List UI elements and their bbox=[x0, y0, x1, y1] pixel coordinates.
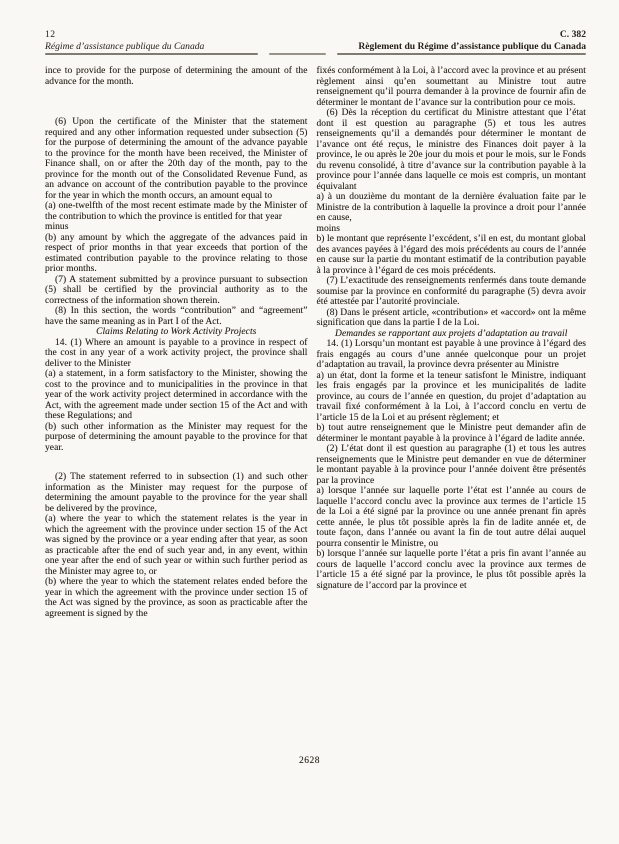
clause-fr-14-2b: b) lorsque l’année sur laquelle porte l’état a pris fin avant l’année au cours de laquelle l’accord conclu avec la province aux termes de l’article 15 a été signé par la province, le plus tôt possible après la signature de l’accord par la province et bbox=[316, 549, 586, 591]
document-page bbox=[0, 29, 619, 844]
header-rule-left bbox=[45, 53, 258, 55]
paragraph-fr-7: (7) L’exactitude des renseignements renfermés dans toute demande soumise par la province en conformité du paragraphe (5) devra avoir été attestée par l’autorité provinciale. bbox=[316, 276, 586, 307]
statute-title-regulation: Règlement du Régime d’assistance publique du Canada bbox=[358, 40, 586, 52]
clause-en-6a: (a) one-twelfth of the most recent estimate made by the Minister of the contribution to which the province is entitled for that year bbox=[45, 201, 308, 222]
clause-fr-6a: a) à un douzième du montant de la dernière évaluation faite par le Ministre de la contribution à laquelle la province a droit pour l’année en cause, bbox=[316, 192, 586, 223]
section-heading-en: Claims Relating to Work Activity Projects bbox=[96, 327, 257, 337]
clause-fr-6b: b) le montant que représente l’excédent, s’il en est, du montant global des avances payées à l’égard des mois précédents au cours de l’année en cause sur la partie du montant estimatif de la contribution payable à la province à l’égard de ces mois précédents. bbox=[316, 234, 586, 276]
chapter-number: C. 382 bbox=[559, 29, 586, 40]
spacer bbox=[45, 453, 308, 472]
paragraph-en-14-1: 14. (1) Where an amount is payable to a province in respect of the cost in any year of a work activity project, the province shall deliver to the Minister bbox=[45, 337, 308, 369]
column-english bbox=[45, 66, 308, 619]
section-heading-fr: Demandes se rapportant aux projets d’adaptation au travail bbox=[335, 328, 568, 339]
clause-en-6b: (b) any amount by which the aggregate of the advances paid in respect of prior months in that year exceeds that portion of the estimated contribution payable to the province relating to those prior months. bbox=[45, 232, 308, 274]
paragraph-fr-8: (8) Dans le présent article, «contribution» et «accord» ont la même signification que dans la partie I de la Loi. bbox=[316, 307, 586, 328]
paragraph-en-8: (8) In this section, the words “contribution” and “agreement” have the same meaning as in Part I of the Act. bbox=[45, 306, 308, 327]
clause-fr-14-1b: b) tout autre renseignement que le Ministre peut demander afin de déterminer le montant payable à la province à l’égard de ladite année. bbox=[316, 423, 586, 444]
paragraph-fr-14-2: (2) L’état dont il est question au paragraphe (1) et tous les autres renseignements que le Ministre peut demander en vue de déterminer le montant payable à la province pour l’année doivent être présentés par la province bbox=[316, 444, 586, 486]
running-head-right bbox=[314, 29, 586, 52]
header-rule-right bbox=[337, 53, 586, 55]
body-columns bbox=[45, 66, 586, 619]
paragraph-fr-6: (6) Dès la réception du certificat du Ministre attestant que l’état dont il est question au paragraphe (5) et tous les autres renseignements qu’il a demandés pour déterminer le montant de l’avance ont été reçus, le ministre des Finances doit payer à la province, le ou après le 20e jour du mois et pour le mois, sur le Fonds du revenu consolidé, à titre d’avance sur la contribution payable à la province pour l’année dans laquelle ce mois est compris, un montant équivalant bbox=[316, 108, 586, 192]
connector-en-minus: minus bbox=[45, 222, 69, 232]
paragraph-en-14-2: (2) The statement referred to in subsection (1) and such other information as the Minister may request for the purpose of determining the amount payable to the province for the year shall be delivered by the province, bbox=[45, 472, 308, 514]
paragraph-en-7: (7) A statement submitted by a province pursuant to subsection (5) shall be certified by the provincial authority as to the correctness of the information shown therein. bbox=[45, 274, 308, 306]
statute-page-number: 12 bbox=[45, 29, 56, 40]
folio-page-number: 2628 bbox=[299, 756, 320, 766]
paragraph-fr-14-1: 14. (1) Lorsqu’un montant est payable à une province à l’égard des frais engagés au cours d’une année quelconque pour un projet d’adaptation au travail, la province devra présenter au Ministre bbox=[316, 339, 586, 370]
paragraph-fr-continuation: fixés conformément à la Loi, à l’accord avec la province et au présent règlement ainsi qu’en soumettant au Ministre tout autre renseignement qu’il pourra demander à la province de fournir afin de déterminer le montant de l’avance sur la contribution pour ce mois. bbox=[316, 66, 586, 108]
paragraph-en-continuation: ince to provide for the purpose of determining the amount of the advance for the month. bbox=[45, 66, 308, 87]
clause-en-14-2a: (a) where the year to which the statement relates is the year in which the agreement with the province under section 15 of the Act was signed by the province or a year ending after that year, as soon as practicable after the end of such year and, in any event, within one year after the end of such year or within such further period as the Minister may agree to, or bbox=[45, 514, 308, 577]
running-head bbox=[45, 29, 586, 52]
clause-fr-14-1a: a) un état, dont la forme et la teneur satisfont le Ministre, indiquant les frais engagés par la province et les municipalités de ladite province, au cours de l’année en question, du projet d’adaptation au travail fixé conformément à la Loi, à l’accord conclu en vertu de l’article 15 de la Loi et au présent règlement; et bbox=[316, 370, 586, 423]
header-rule-middle bbox=[269, 53, 326, 55]
column-french bbox=[317, 66, 587, 619]
statute-title-french-act: Régime d’assistance publique du Canada bbox=[45, 40, 205, 52]
connector-fr-moins: moins bbox=[316, 223, 340, 234]
paragraph-en-6: (6) Upon the certificate of the Minister that the statement required and any other information requested under subsection (5) for the purpose of determining the amount of the advance payable to the province for the month have been received, the Minister of Finance shall, on or after the 20th day of the month, pay to the province for the month out of the Consolidated Revenue Fund, as an advance on account of the contribution payable to the province for the year in which the month occurs, an amount equal to bbox=[45, 117, 308, 201]
spacer bbox=[45, 87, 308, 117]
clause-en-14-1b: (b) such other information as the Minister may request for the purpose of determining the amount payable to the province for that year. bbox=[45, 421, 308, 453]
clause-fr-14-2a: a) lorsque l’année sur laquelle porte l’état est l’année au cours de laquelle l’accord conclu avec la province aux termes de l’article 15 de la Loi a été signé par la province ou une année prenant fin après cette année, le plus tôt possible après la fin de ladite année et, de toute façon, dans l’année ou avant la fin de tout autre délai auquel pourra consentir le Ministre, ou bbox=[316, 486, 586, 549]
running-head-left bbox=[45, 29, 310, 52]
clause-en-14-1a: (a) a statement, in a form satisfactory to the Minister, showing the cost to the province and to municipalities in the province in that year of the work activity project determined in accordance with the Act, with the agreement made under section 15 of the Act and with these Regulations; and bbox=[45, 369, 308, 421]
header-rule bbox=[45, 53, 586, 55]
clause-en-14-2b: (b) where the year to which the statement relates ended before the year in which the agreement with the province under section 15 of the Act was signed by the province, as soon as practicable after the agreement is signed by the bbox=[45, 577, 308, 619]
